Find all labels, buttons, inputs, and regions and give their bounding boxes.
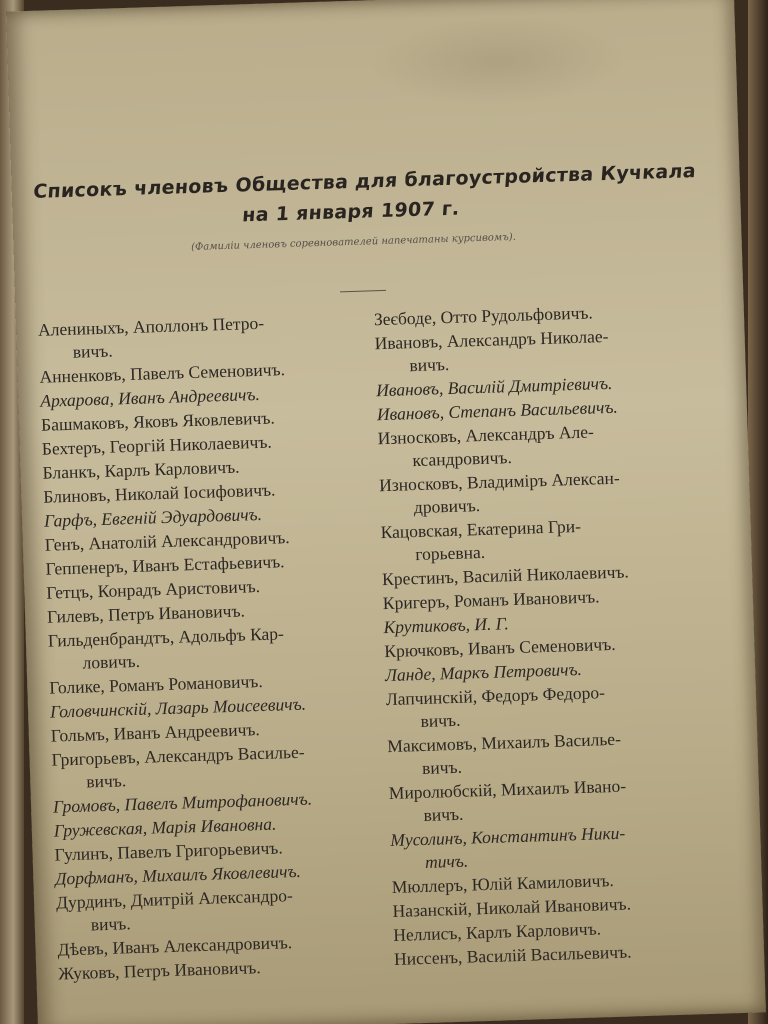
member-name: Голике, Романъ Романовичъ. [49,670,263,698]
bleed-through-shadow [367,12,630,110]
member-name-continuation: вичъ. [409,353,450,376]
member-name-continuation: горьевна. [415,541,486,565]
member-name: Блиновъ, Николай Iосифовичъ. [43,479,276,507]
member-name: Гилевъ, Петръ Ивановичъ. [46,600,246,627]
title-line-1: Списокъ членовъ Общества для благоустройства Кучкала [32,160,697,203]
member-name: Гольмъ, Иванъ Андреевичъ. [50,719,261,746]
member-name-continuation: вичъ. [90,913,131,935]
member-name: Лапчинскiй, Федоръ Федоро- [385,682,606,710]
member-name-continuation: вичъ. [423,803,464,825]
member-name: Ивановъ, Александръ Николае- [374,325,609,354]
members-column-right [374,298,735,972]
member-name: Неллисъ, Карлъ Карловичъ. [392,918,602,945]
member-name: Башмаковъ, Яковъ Яковлевичъ. [40,407,276,435]
member-name: Мюллеръ, Юлiй Камиловичъ. [391,870,615,897]
member-name: Гулинъ, Павелъ Григорьевичъ. [54,837,283,865]
member-name-continuation: вичъ. [421,756,463,778]
member-name-continuation: тичъ. [424,850,469,872]
member-name: Анненковъ, Павелъ Семеновичъ. [39,359,286,387]
member-name-continuation: вичъ. [72,340,113,362]
member-name: Гильденбрандтъ, Адольфъ Кар- [47,623,285,651]
member-name: Ивановъ, Степанъ Васильевичъ. [376,396,619,425]
member-name: Генъ, Анатолiй Александровичъ. [44,527,290,555]
member-name: Ивановъ, Василiй Дмитрiевичъ. [375,372,613,401]
member-name: Износковъ, Владимiръ Алексан- [378,467,620,496]
member-name: Ланде, Маркъ Петровичъ. [384,658,583,686]
member-name: Громовъ, Павелъ Митрофановичъ. [52,788,313,817]
member-name: Григорьевъ, Александръ Василье- [51,741,305,770]
member-name: Кригеръ, Романъ Ивановичъ. [382,586,600,614]
member-name: Крестинъ, Василiй Николаевичъ. [381,561,630,590]
member-name: Жуковъ, Петръ Ивановичъ. [58,957,261,984]
member-name-continuation: ловичъ. [82,650,141,673]
member-name: Износковъ, Александръ Але- [377,421,595,449]
member-name: Бланкъ, Карлъ Карловичъ. [42,456,240,483]
member-name-continuation: дровичъ. [413,495,481,518]
member-name: Назанскiй, Николай Ивановичъ. [392,893,632,921]
member-name-continuation: вичъ. [86,770,127,792]
member-name: Дорфманъ, Михаилъ Яковлевичъ. [55,860,302,889]
member-name: Архарова, Иванъ Андреевичъ. [40,383,261,411]
member-name: Головчинскiй, Лазарь Моисеевичъ. [49,693,307,722]
member-name: Кацовская, Екатерина Гри- [380,515,582,543]
member-name: Крутиковъ, И. Г. [383,613,510,638]
member-name: Дурдинъ, Дмитрiй Александро- [55,885,294,913]
member-name: Максимовъ, Михаилъ Василье- [387,728,622,757]
member-name: Бехтеръ, Георгiй Николаевичъ. [41,431,272,459]
page-subtitle: (Фамилiи членовъ соревнователей напечатаны курсивомъ). [190,231,517,253]
member-name: Геппенеръ, Иванъ Естафьевичъ. [45,551,285,579]
members-column-left [38,308,394,986]
member-name: Крючковъ, Иванъ Семеновичъ. [384,633,616,662]
member-name: Алениныхъ, Аполлонъ Петро- [37,312,265,340]
member-name: Гетцъ, Конрадъ Аристовичъ. [46,576,261,603]
member-name: Дѣевъ, Иванъ Александровичъ. [57,932,293,960]
page-title [30,157,697,237]
title-line-2: на 1 января 1907 г. [241,197,461,227]
member-name: Мусолинъ, Константинъ Ники- [389,822,626,851]
member-name: Гарфъ, Евгенiй Эдуардовичъ. [43,503,263,531]
title-divider [340,290,386,292]
member-name-continuation: вичъ. [420,709,461,732]
member-name: Зеєбоде, Отто Рудольфовичъ. [373,302,594,330]
printed-page [6,0,766,1024]
member-name: Ниссенъ, Василiй Васильевичъ. [393,941,632,969]
member-name-continuation: ксандровичъ. [412,447,513,471]
member-name: Гружевская, Марiя Ивановна. [53,813,277,841]
member-name: Миролюбскiй, Михаилъ Ивано- [388,775,627,804]
